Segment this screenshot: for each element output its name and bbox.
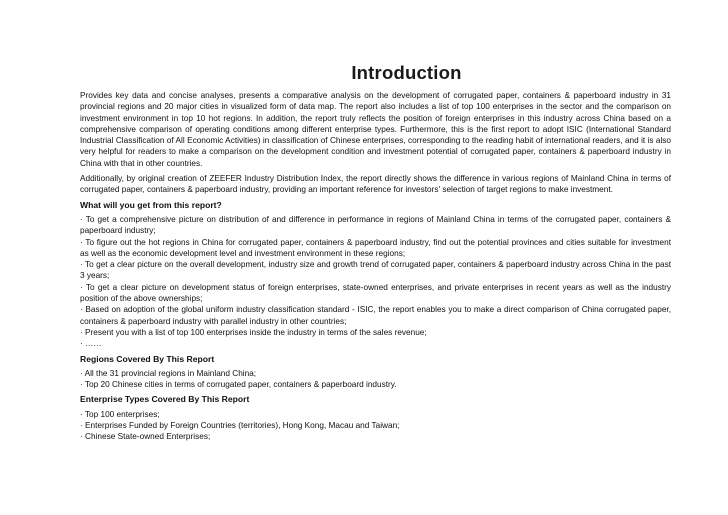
list-item: · Chinese State-owned Enterprises; [80,432,211,442]
list-item: · To get a clear picture on development status of foreign enterprises, state-owned enterprises, and private enterprises in recent years as well as the industry position of the above ownerships; [80,282,671,304]
intro-paragraph: Additionally, by original creation of ZEEFER Industry Distribution Index, the report directly shows the difference in various regions of Mainland China in terms of corrugated paper, containers & paperboard industry, providing an important reference for investors' selection of target regions to make investment. [80,174,671,195]
section-heading: Regions Covered By This Report [80,353,215,364]
section-regions [80,354,671,391]
intro-paragraph: Provides key data and concise analyses, presents a comparative analysis on the development of corrugated paper, containers & paperboard industry in 31 provincial regions and 20 major cities in visualized form of data map. The report also includes a list of top 100 enterprises in the sector and the comparison on investment environment in top 10 hot regions. In addition, the report truly reflects the position of foreign enterprises in this industry across China based on a comprehensive comparison of operating conditions among different enterprise types. Furthermore, this is the first report to adopt ISIC (International Standard Industrial Classification of All Economic Activities) in classification of Chinese enterprises, corresponding to the reading habit of international readers, and it is also very helpful for readers to make a comparison on the development condition and investment potential of corrugated paper, containers & paperboard industry in China with that in other countries. [80,91,671,168]
regions-list [80,368,671,391]
list-item: · All the 31 provincial regions in Mainland China; [80,368,257,378]
section-enterprise-types [80,394,671,442]
list-item: · To get a clear picture on the overall development, industry size and growth trend of corrugated paper, containers & paperboard industry across China in the past 3 years; [80,260,671,281]
list-item: · Based on adoption of the global uniform industry classification standard - ISIC, the report enables you to make a direct comparison of China corrugated paper, containers & paperboard industry with parallel industry in other countries; [80,305,671,326]
page-title: Introduction [351,62,462,83]
list-item: · Top 20 Chinese cities in terms of corrugated paper, containers & paperboard industry. [80,380,397,390]
list-item: · Enterprises Funded by Foreign Countries (territories), Hong Kong, Macau and Taiwan; [80,421,400,431]
enterprise-types-list [80,409,671,443]
list-item: · Present you with a list of top 100 enterprises inside the industry in terms of the sales revenue; [80,327,427,337]
section-benefits [80,200,671,350]
list-item: · To get a comprehensive picture on distribution of and difference in performance in regions of Mainland China in terms of the corrugated paper, containers & paperboard industry; [80,214,671,236]
section-heading: Enterprise Types Covered By This Report [80,394,250,405]
list-item: · Top 100 enterprises; [80,409,160,419]
section-heading: What will you get from this report? [80,199,222,210]
list-item: · To figure out the hot regions in China for corrugated paper, containers & paperboard industry, find out the potential provinces and cities suitable for investment as well as the economic development level and investment environment in these regions; [80,237,671,258]
list-item: · …… [80,339,102,349]
document-page [80,62,671,447]
benefits-list [80,214,671,350]
